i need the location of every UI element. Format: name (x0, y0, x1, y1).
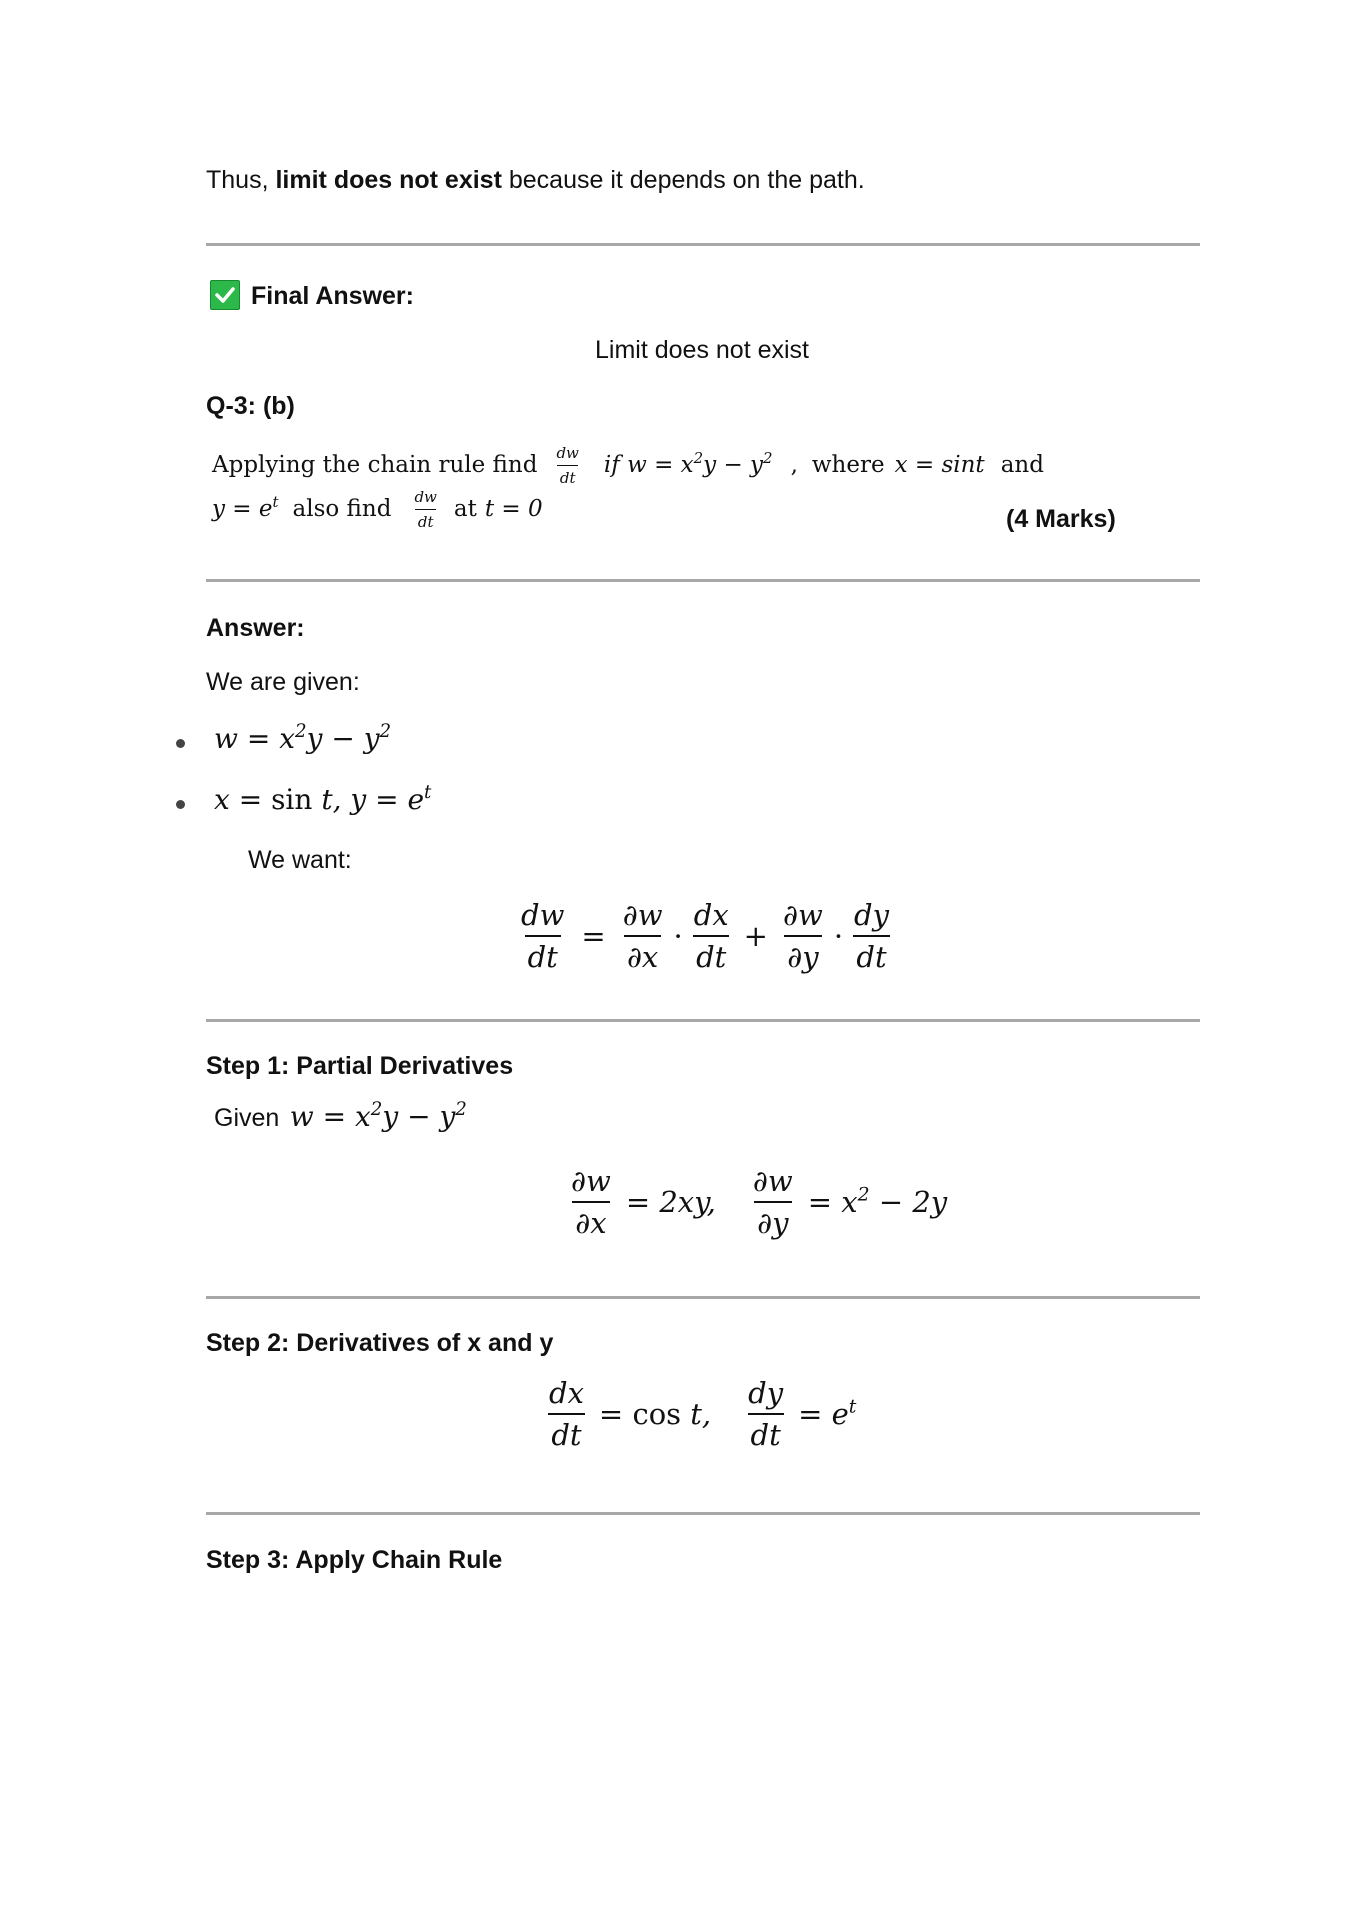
partial-x-den: ∂x (572, 1201, 609, 1240)
chain-equals: = (581, 919, 606, 953)
question-y-expr: y = e (212, 496, 273, 522)
question-condition (603, 449, 773, 478)
partial-y-value-b: − 2y (869, 1185, 948, 1219)
question-exp-a: 2 (693, 449, 704, 468)
dx-dt-cos: cos (632, 1397, 682, 1431)
partial-x-num: ∂w (571, 1164, 611, 1198)
chain-lhs-num: dw (521, 898, 565, 932)
chain-t4-den: dt (853, 935, 889, 974)
question-frac1-num: dw (556, 443, 579, 462)
given-xy-expr (214, 783, 431, 816)
partial-x-value: = 2xy, (625, 1185, 716, 1219)
dy-dt-den: dt (748, 1413, 784, 1452)
bullet-dot (176, 739, 185, 748)
question-also-find: also find (292, 496, 392, 522)
question-frac2-den: dt (415, 509, 437, 531)
divider (206, 579, 1200, 582)
question-x-def: x = sint (894, 452, 985, 478)
step1-w-expr (290, 1100, 467, 1133)
step2-heading: Step 2: Derivatives of x and y (206, 1329, 554, 1357)
question-line-2 (212, 484, 543, 534)
answer-heading: Answer: (206, 614, 305, 642)
want-label: We want: (248, 846, 352, 874)
chain-t1-den: ∂x (624, 935, 661, 974)
question-t-def: t = 0 (484, 496, 543, 522)
question-fraction-2 (405, 488, 445, 531)
dx-dt-den: dt (548, 1413, 584, 1452)
step1-given (214, 1100, 467, 1133)
partial-y-den: ∂y (754, 1201, 791, 1240)
final-answer-label: Final Answer: (251, 282, 414, 310)
question-and: and (1000, 452, 1044, 478)
question-comma: , (790, 452, 798, 478)
partial-y-exp: 2 (857, 1184, 870, 1206)
question-exp-t: t (272, 493, 279, 512)
chain-plus: + (743, 919, 768, 953)
conclusion-bold: limit does not exist (275, 166, 502, 194)
dx-dt-num: dx (549, 1376, 584, 1410)
divider (206, 1296, 1200, 1299)
dy-dt-num: dy (748, 1376, 784, 1410)
question-where: where (811, 452, 885, 478)
dx-dt-value (599, 1397, 711, 1431)
divider (206, 1512, 1200, 1515)
question-fraction-1 (547, 444, 587, 487)
given-y-exp: t (424, 782, 432, 804)
question-w-expr: w = x (627, 452, 694, 478)
dx-dt-eq: = (598, 1397, 633, 1431)
step3-heading: Step 3: Apply Chain Rule (206, 1546, 503, 1574)
dy-dt-expr: = e (798, 1397, 849, 1431)
divider (206, 243, 1200, 246)
divider (206, 1019, 1200, 1022)
conclusion-prefix: Thus, (206, 166, 276, 194)
dx-dt-rest: t, (681, 1397, 712, 1431)
chain-dot: · (673, 919, 683, 953)
partial-y-num: ∂w (752, 1164, 793, 1198)
chain-t3-den: ∂y (784, 935, 821, 974)
given-label: We are given: (206, 668, 360, 696)
question-frac1-den: dt (557, 465, 579, 487)
question-prefix: Applying the chain rule find (212, 452, 538, 478)
chain-rule-equation (512, 898, 898, 974)
marks-label: (4 Marks) (1006, 505, 1116, 533)
xy-derivatives-equation (540, 1376, 856, 1452)
question-exp-b: 2 (763, 449, 773, 468)
chain-t2-num: dx (693, 898, 729, 932)
dy-dt-exp: t (848, 1396, 857, 1418)
question-y-def (212, 493, 279, 522)
question-heading: Q-3: (b) (206, 392, 295, 420)
step1-heading: Step 1: Partial Derivatives (206, 1052, 514, 1080)
question-if: if (603, 452, 620, 478)
chain-dot: · (833, 919, 844, 953)
step1-w-mid: y − y (382, 1100, 456, 1133)
given-sin: sin (271, 783, 313, 816)
given-w-exp1: 2 (295, 721, 307, 743)
conclusion-suffix: because it depends on the path. (501, 166, 865, 194)
given-w-expr (214, 722, 391, 755)
bullet-dot (176, 800, 185, 809)
chain-t3-num: ∂w (782, 898, 823, 932)
given-w-lhs: w = x (214, 722, 296, 755)
partial-y-value (808, 1185, 947, 1219)
given-x-lhs: x = (214, 783, 272, 816)
question-mid-expr: y − y (703, 452, 764, 478)
step1-given-label: Given (214, 1104, 280, 1132)
chain-t2-den: dt (693, 935, 729, 974)
chain-lhs-den: dt (525, 935, 561, 974)
final-answer-value: Limit does not exist (595, 336, 809, 364)
step1-exp1: 2 (370, 1099, 383, 1121)
check-mark-icon (210, 280, 240, 310)
step1-exp2: 2 (455, 1099, 467, 1121)
given-xy-mid: t, y = e (312, 783, 425, 816)
given-w-mid: y − y (306, 722, 380, 755)
question-line-1 (212, 440, 1044, 490)
chain-t4-num: dy (854, 898, 889, 932)
conclusion-text (206, 166, 865, 195)
step1-w-lhs: w = x (289, 1100, 371, 1133)
question-frac2-num: dw (414, 487, 437, 506)
given-w-exp2: 2 (379, 721, 392, 743)
dy-dt-value (798, 1397, 856, 1431)
chain-t1-num: ∂w (622, 898, 663, 932)
partial-y-value-a: = x (807, 1185, 858, 1219)
partial-derivatives-equation (562, 1164, 947, 1240)
question-at: at (453, 496, 477, 522)
